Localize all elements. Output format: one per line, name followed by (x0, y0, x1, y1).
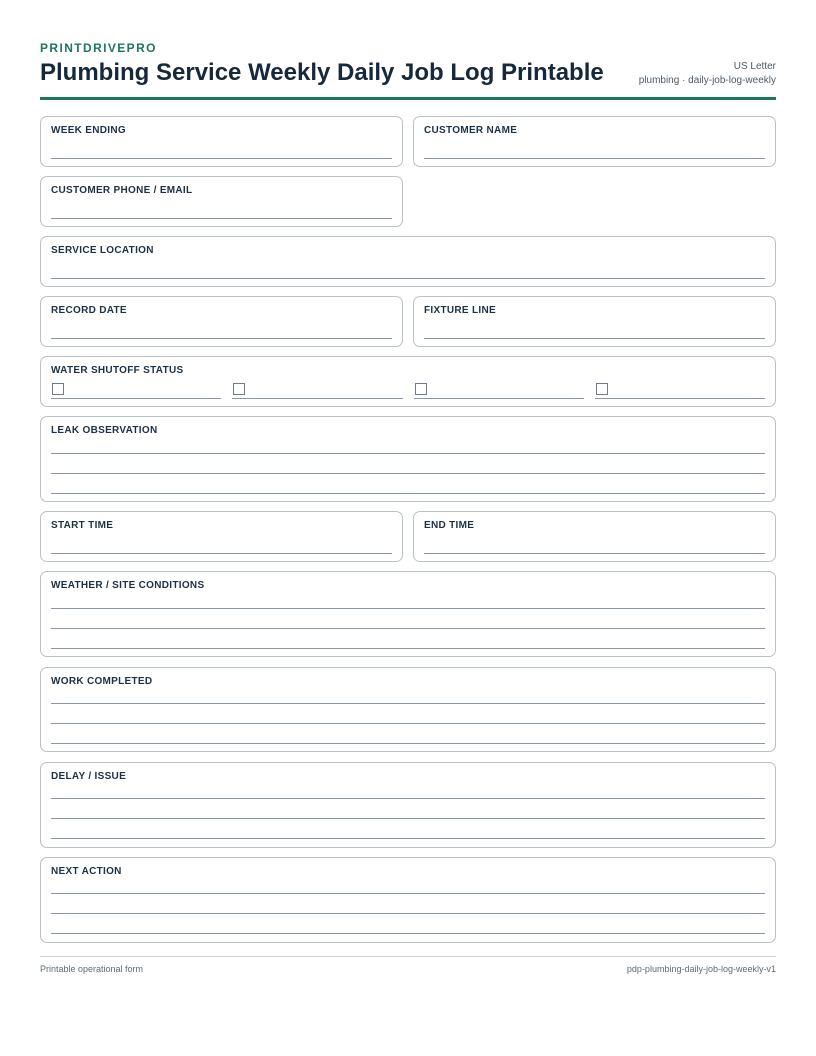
field-label: FIXTURE LINE (424, 305, 496, 316)
field-week-ending (40, 116, 403, 167)
field-label: NEXT ACTION (51, 866, 122, 877)
checkbox[interactable] (596, 383, 608, 395)
field-customer-contact (40, 176, 403, 227)
field-label: CUSTOMER NAME (424, 125, 518, 136)
footer-caption: Printable operational form (40, 964, 144, 974)
field-service-location (40, 236, 776, 287)
field-leak-observation (40, 416, 776, 502)
write-line[interactable] (51, 628, 765, 629)
field-label: CUSTOMER PHONE / EMAIL (51, 185, 193, 196)
paper-size: US Letter (733, 61, 776, 72)
field-weather-site-conditions (40, 571, 776, 657)
write-line[interactable] (51, 933, 765, 934)
write-line[interactable] (51, 913, 765, 914)
write-line[interactable] (51, 218, 392, 219)
field-water-shutoff-status (40, 356, 776, 407)
field-next-action (40, 857, 776, 943)
field-customer-name (413, 116, 776, 167)
write-line[interactable] (51, 723, 765, 724)
form-page (40, 0, 776, 1056)
write-line[interactable] (51, 703, 765, 704)
write-line[interactable] (51, 648, 765, 649)
write-line[interactable] (51, 278, 765, 279)
checkbox[interactable] (233, 383, 245, 395)
document-meta (639, 60, 776, 88)
write-line[interactable] (424, 158, 765, 159)
checkbox-option (595, 383, 765, 399)
field-record-date (40, 296, 403, 347)
write-line[interactable] (51, 473, 765, 474)
brand-name: PRINTDRIVEPRO (40, 41, 157, 55)
form-id: pdp-plumbing-daily-job-log-weekly-v1 (626, 964, 776, 974)
write-line[interactable] (424, 553, 765, 554)
write-line[interactable] (51, 338, 392, 339)
footer-divider (40, 956, 776, 957)
write-line[interactable] (51, 743, 765, 744)
field-fixture-line (413, 296, 776, 347)
field-label: START TIME (51, 520, 114, 531)
field-label: DELAY / ISSUE (51, 771, 127, 782)
field-label: WATER SHUTOFF STATUS (51, 365, 184, 376)
field-delay-issue (40, 762, 776, 848)
page-title: Plumbing Service Weekly Daily Job Log Printable (40, 59, 604, 86)
field-end-time (413, 511, 776, 562)
write-line[interactable] (51, 493, 765, 494)
field-label: END TIME (424, 520, 475, 531)
field-label: WEATHER / SITE CONDITIONS (51, 580, 205, 591)
field-label: RECORD DATE (51, 305, 127, 316)
write-line[interactable] (51, 893, 765, 894)
field-label: LEAK OBSERVATION (51, 425, 158, 436)
field-label: SERVICE LOCATION (51, 245, 154, 256)
write-line[interactable] (51, 798, 765, 799)
checkbox-option (232, 383, 402, 399)
checkbox-option (51, 383, 221, 399)
field-label: WEEK ENDING (51, 125, 126, 136)
write-line[interactable] (51, 838, 765, 839)
write-line[interactable] (51, 453, 765, 454)
checkbox-row (51, 383, 765, 399)
document-tags: plumbing · daily-job-log-weekly (638, 75, 776, 86)
checkbox-option (414, 383, 584, 399)
field-label: WORK COMPLETED (51, 676, 153, 687)
write-line[interactable] (424, 338, 765, 339)
header-divider (40, 97, 776, 100)
field-start-time (40, 511, 403, 562)
field-work-completed (40, 667, 776, 752)
write-line[interactable] (51, 158, 392, 159)
checkbox[interactable] (52, 383, 64, 395)
write-line[interactable] (51, 608, 765, 609)
write-line[interactable] (51, 818, 765, 819)
write-line[interactable] (51, 553, 392, 554)
checkbox[interactable] (415, 383, 427, 395)
